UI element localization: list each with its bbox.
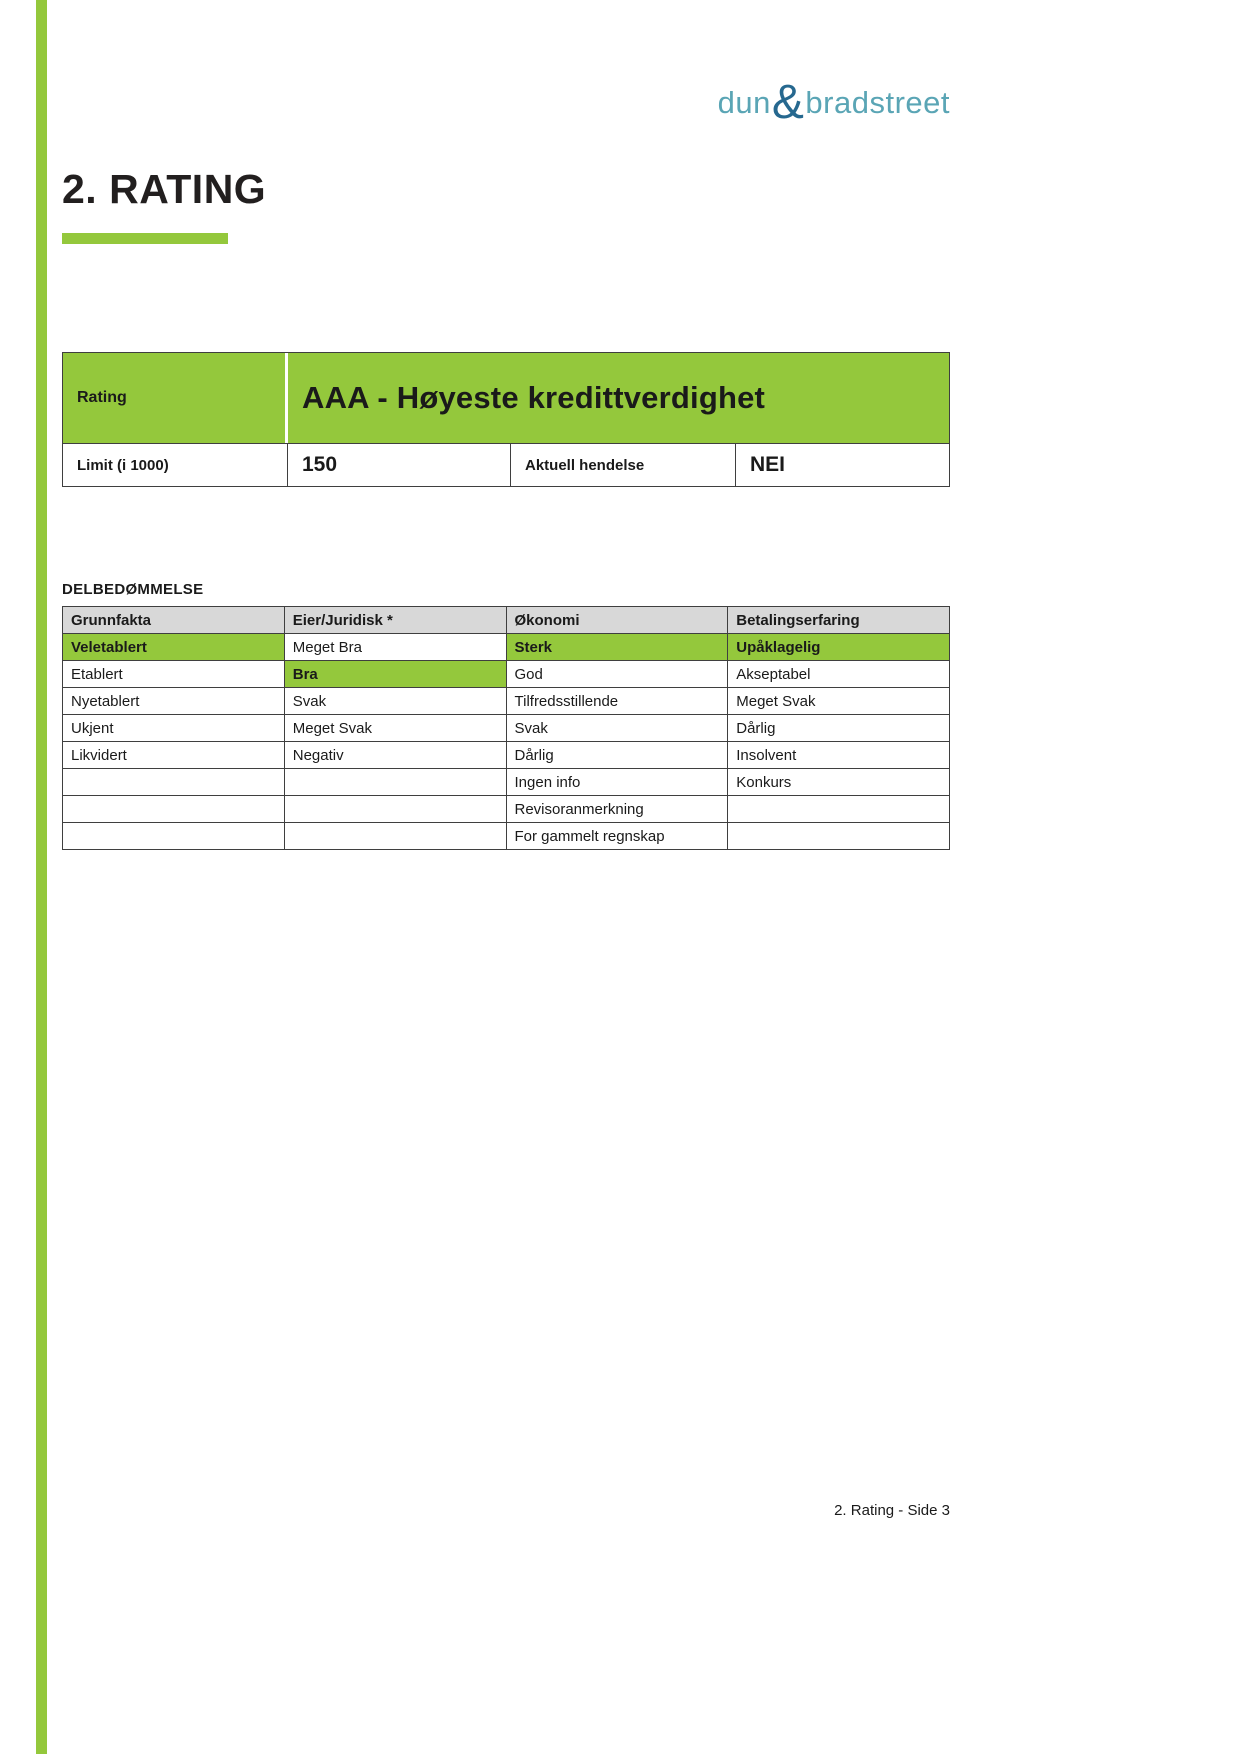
table-cell: Revisoranmerkning [506,796,728,823]
table-cell [728,796,950,823]
table-cell [284,796,506,823]
table-cell: Akseptabel [728,661,950,688]
table-cell: Meget Bra [284,634,506,661]
logo-ampersand-icon: & [771,76,805,129]
logo-word-bradstreet: bradstreet [805,85,950,120]
table-cell: Dårlig [506,742,728,769]
table-cell: Sterk [506,634,728,661]
event-label-cell: Aktuell hendelse [511,444,736,486]
table-row [63,661,950,688]
rating-value-cell: AAA - Høyeste kredittverdighet [288,353,949,443]
table-cell [63,769,285,796]
column-header: Eier/Juridisk * [284,607,506,634]
table-cell [284,823,506,850]
event-value-cell: NEI [736,444,949,486]
page-footer: 2. Rating - Side 3 [834,1502,950,1519]
table-row [63,634,950,661]
rating-header-row [63,353,949,443]
table-cell: Upåklagelig [728,634,950,661]
rating-detail-row [63,443,949,486]
limit-label-cell: Limit (i 1000) [63,444,288,486]
table-row [63,769,950,796]
table-row [63,796,950,823]
table-cell: For gammelt regnskap [506,823,728,850]
assessment-table [62,606,950,850]
table-cell: Svak [284,688,506,715]
table-cell [728,823,950,850]
table-cell: Likvidert [63,742,285,769]
table-cell: Etablert [63,661,285,688]
table-row [63,742,950,769]
dun-bradstreet-logo [62,70,950,129]
table-row [63,715,950,742]
column-header: Betalingserfaring [728,607,950,634]
table-cell: Veletablert [63,634,285,661]
table-cell: Bra [284,661,506,688]
title-underline [62,233,228,244]
table-cell: Nyetablert [63,688,285,715]
table-row [63,688,950,715]
table-cell: Ingen info [506,769,728,796]
limit-value-cell: 150 [288,444,511,486]
table-cell: Negativ [284,742,506,769]
table-cell: Tilfredsstillende [506,688,728,715]
rating-table [62,352,950,487]
assessment-table-body [63,634,950,850]
table-cell: Meget Svak [284,715,506,742]
column-header: Økonomi [506,607,728,634]
column-header: Grunnfakta [63,607,285,634]
table-cell: Meget Svak [728,688,950,715]
table-cell: Svak [506,715,728,742]
table-cell: Insolvent [728,742,950,769]
table-cell: God [506,661,728,688]
table-row [63,823,950,850]
assessment-table-header-row [63,607,950,634]
logo-word-dun: dun [717,85,771,120]
left-accent-stripe [36,0,47,1754]
page-title: 2. RATING [62,166,267,212]
table-cell: Ukjent [63,715,285,742]
table-cell: Konkurs [728,769,950,796]
table-cell [63,823,285,850]
rating-label-cell: Rating [63,353,288,443]
table-cell [284,769,506,796]
table-cell [63,796,285,823]
assessment-section-title: DELBEDØMMELSE [62,581,204,598]
table-cell: Dårlig [728,715,950,742]
